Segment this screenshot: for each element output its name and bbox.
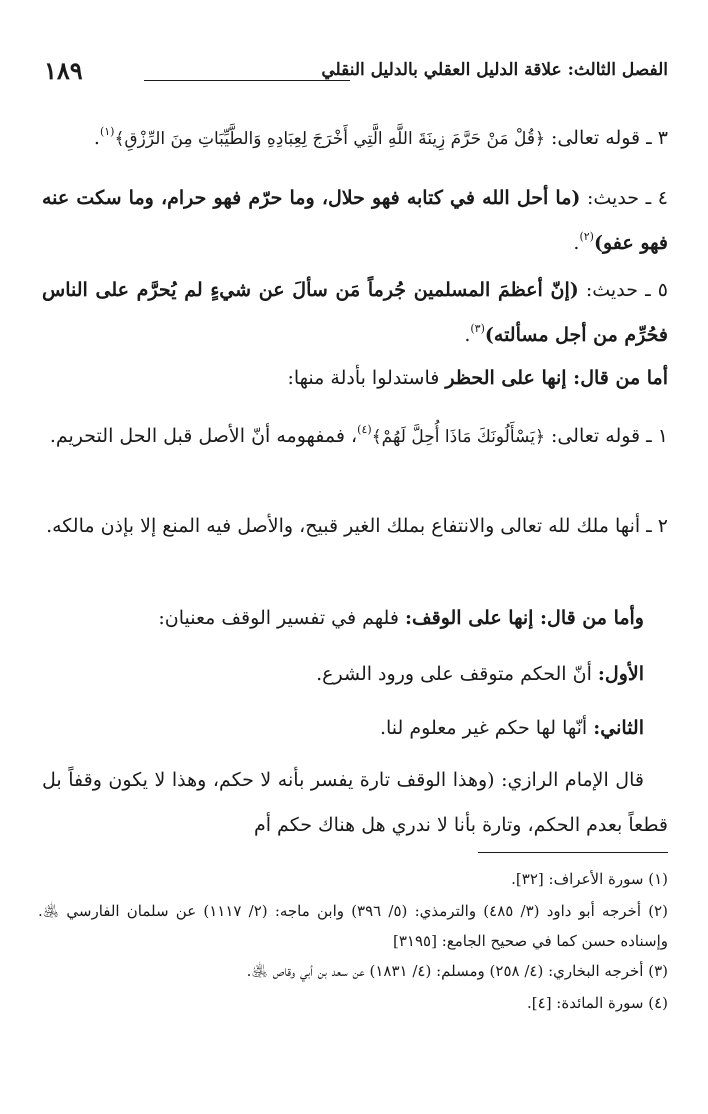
quran-verse: ﴿قُلْ مَنْ حَرَّمَ زِينَةَ اللَّهِ الَّتِي أَخْرَجَ لِعِبَادِهِ وَالطَّيِّبَاتِ مِنَ الرِّزْقِ﴾ [114,129,545,149]
footnote-number: (٤) [648,994,668,1012]
razi-quote: قال الإمام الرازي: (وهذا الوقف تارة يفسر بأنه لا حكم، وهذا لا يكون وقفاً بل قطعاً بعدم الحكم، وتارة بأنا لا ندري هل هناك حكم أم [42,769,668,836]
quran-verse: ﴿يَسْأَلُونَكَ مَاذَا أُحِلَّ لَهُمْ﴾ [371,427,545,447]
waqf-intro: وأما من قال: إنها على الوقف: فلهم في تفسير الوقف معنيان: [158,607,644,629]
footnote-ref: (٣) [470,322,485,335]
hazr-heading: أما من قال: إنها على الحظر [445,367,668,389]
footnote-2: (٢) أخرجه أبو داود (٣/ ٤٨٥) والترمذي: (٥/ ٣٩٦) وابن ماجه: (٢/ ١١١٧) عن سلمان الفارسي ﵁. وإسناده حسن كما في صحيح الجامع: [٣١٩٥] [38,902,668,950]
footnote-3: (٣) أخرجه البخاري: (٤/ ٢٥٨) ومسلم: (٤/ ١٨٣١) عن سعد بن أبي وقاص ﵁. [246,962,668,980]
footnote-number: (١) [648,870,668,888]
hadith-text: (إنّ أعظمَ المسلمين جُرماً مَن سألَ عن شيءٍ لم يُحرَّم على الناس فحُرِّم من أجل مسألته) [42,279,668,346]
page-number: ١٨٩ [44,56,83,85]
footnote-separator [478,852,668,853]
hazr-intro: أما من قال: إنها على الحظر فاستدلوا بأدلة منها: [287,367,668,389]
first-label: الأول: [597,663,644,685]
second-meaning: الثاني: أنّها لها حكم غير معلوم لنا. [379,717,644,739]
footnote-4: (٤) سورة المائدة: [٤]. [527,994,668,1012]
footnote-ref: (٢) [579,230,594,243]
running-header [44,58,668,94]
hazr-evidence-2: ٢ ـ أنها ملك لله تعالى والانتفاع بملك الغير قبيح، والأصل فيه المنع إلا بإذن مالكه. [46,515,668,537]
footnote-number: (٢) [648,902,668,920]
first-meaning: الأول: أنّ الحكم متوقف على ورود الشرع. [316,663,644,685]
hazr-evidence-1: ١ ـ قوله تعالى: ﴿يَسْأَلُونَكَ مَاذَا أُحِلَّ لَهُمْ﴾$^{(٤)}$، فمفهومه أنّ الأصل قبل الحل التحريم. [49,423,668,447]
item-lead: ١ ـ قوله تعالى: [544,425,668,447]
footnote-1: (١) سورة الأعراف: [٣٢]. [511,870,668,888]
item-lead: ٥ ـ حديث: [578,279,669,301]
evidence-item-3: ٣ ـ قوله تعالى: ﴿قُلْ مَنْ حَرَّمَ زِينَةَ اللَّهِ الَّتِي أَخْرَجَ لِعِبَادِهِ وَالطَّيِّبَاتِ مِنَ الرِّزْقِ﴾$^{(١)}$. [93,125,668,149]
evidence-item-5: ٥ ـ حديث: (إنّ أعظمَ المسلمين جُرماً مَن سألَ عن شيءٍ لم يُحرَّم على الناس فحُرِّم من أجل مسألته)$^{(٣)}$. [42,279,669,346]
hadith-text: (ما أحل الله في كتابه فهو حلال، وما حرّم فهو حرام، وما سكت عنه فهو عفو) [42,187,668,254]
waqf-heading: وأما من قال: إنها على الوقف: [404,607,644,629]
footnote-ref: (٤) [357,423,372,436]
chapter-title: الفصل الثالث: علاقة الدليل العقلي بالدليل النقلي [321,60,668,80]
item-lead: ٣ ـ قوله تعالى: [544,127,668,149]
second-label: الثاني: [593,717,644,739]
evidence-item-4: ٤ ـ حديث: (ما أحل الله في كتابه فهو حلال، وما حرّم فهو حرام، وما سكت عنه فهو عفو)$^{(٢)}$. [42,187,668,254]
item-lead: ٤ ـ حديث: [580,187,668,209]
footnote-ref: (١) [99,125,115,138]
footnote-number: (٣) [648,962,668,980]
header-rule [144,80,350,81]
